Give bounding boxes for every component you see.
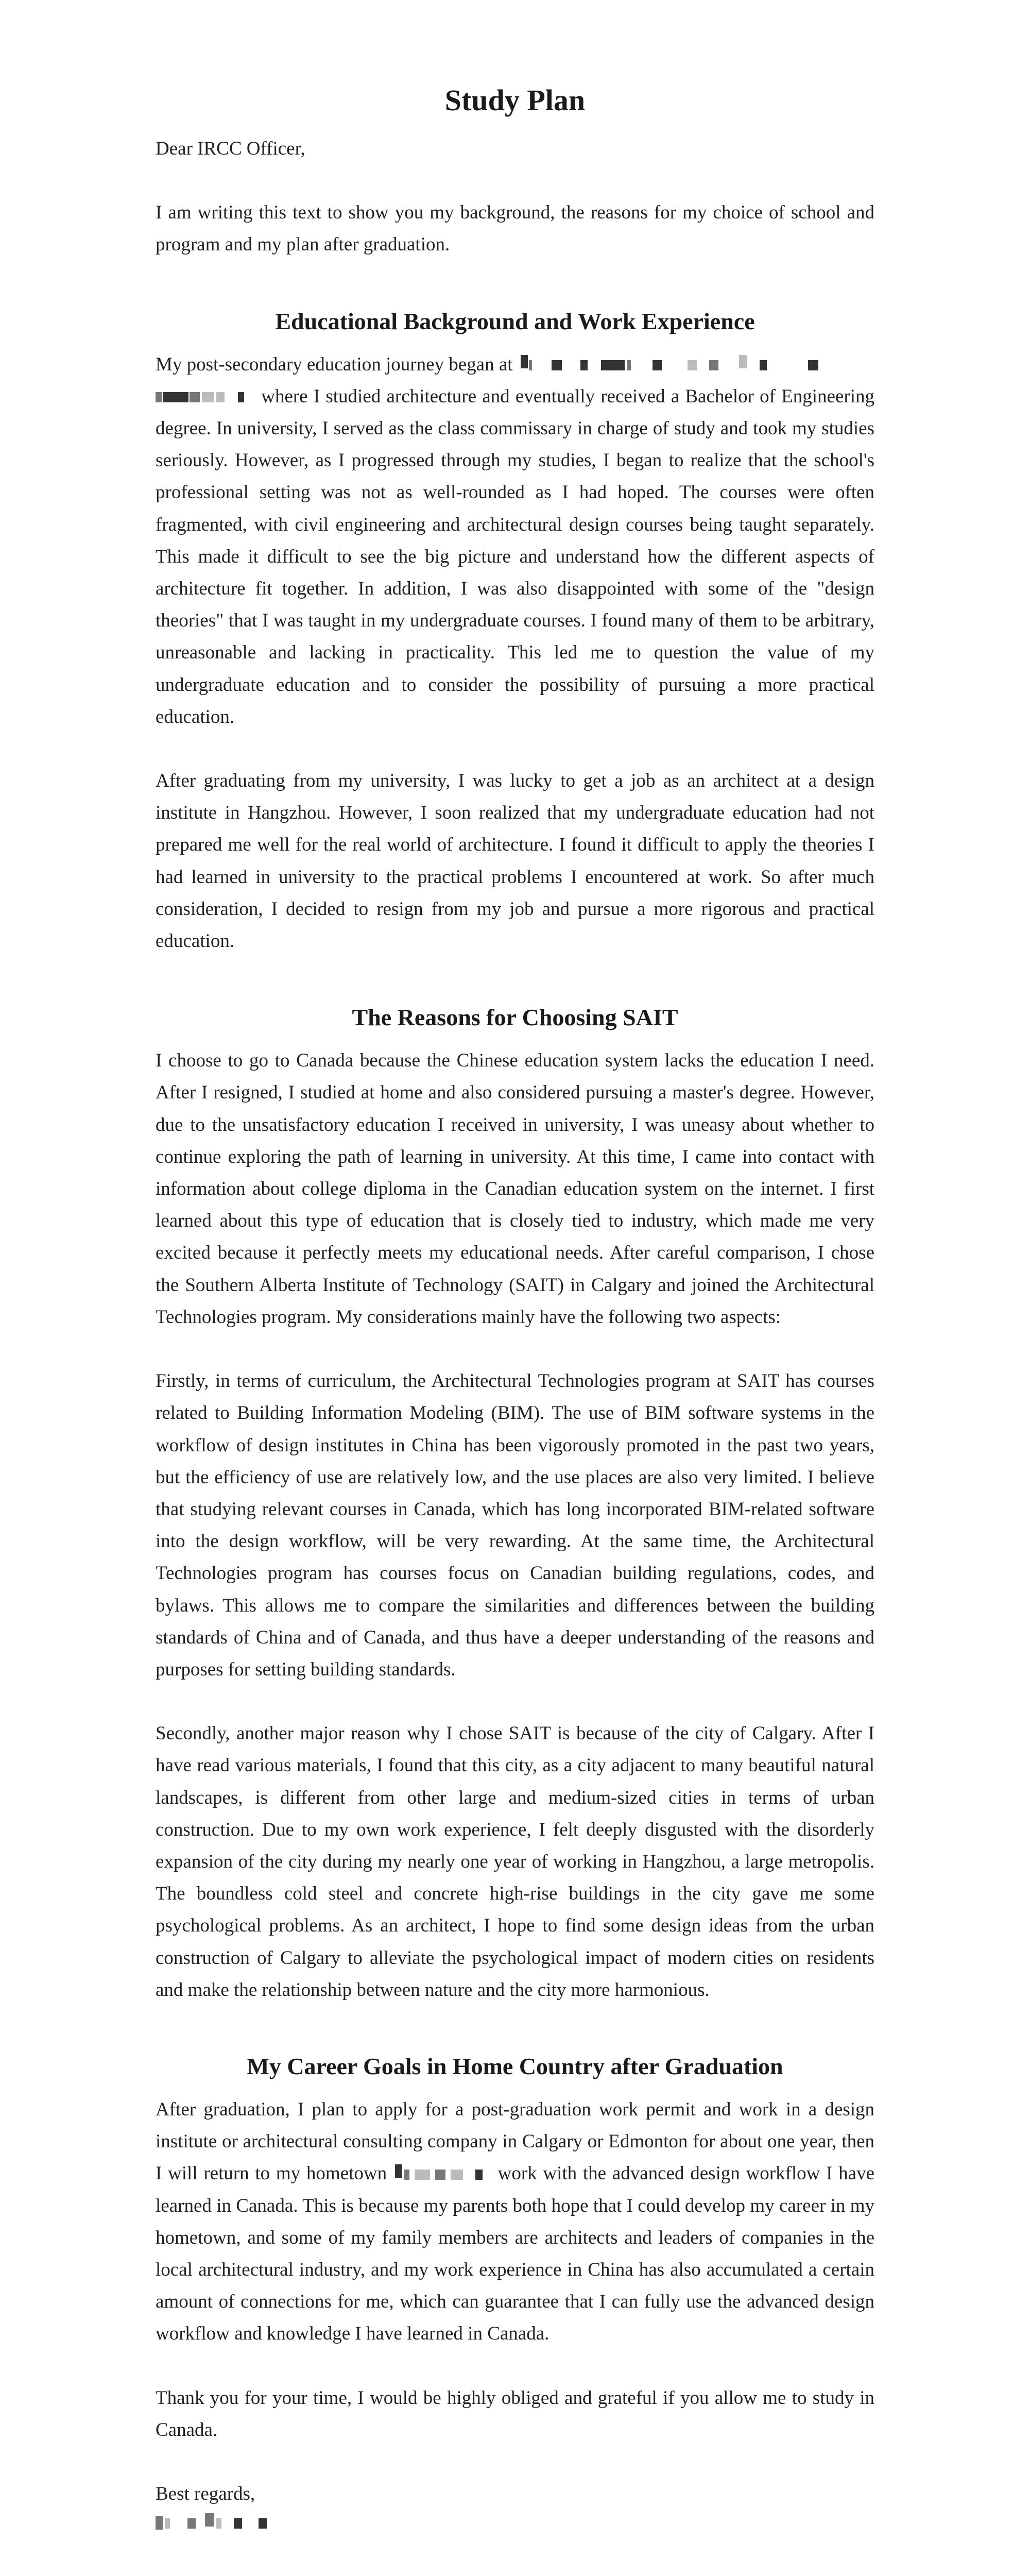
career-heading: My Career Goals in Home Country after Graduation xyxy=(247,2053,783,2079)
education-paragraph-2: After graduating from my university, I was lucky to get a job as an architect at a design institute in Hangzhou. However, I soon realized that my undergraduate education had not prepared me well for the real world of architecture. I found it difficult to apply the theories I had learned in university to the practical problems I encountered at work. So after much consideration, I decided to resign from my job and pursue a more rigorous and practical education. xyxy=(156,770,874,952)
reasons-paragraph-2: Firstly, in terms of curriculum, the Architectural Technologies program at SAIT has courses related to Building Information Modeling (BIM). The use of BIM software systems in the workflow of design institutes in China has been vigorously promoted in the past two years, but the efficiency of use are relatively low, and the use places are also very limited. I believe that studying relevant courses in Canada, which has long incorporated BIM-related software into the design workflow, will be very rewarding. At the same time, the Architectural Technologies program has courses focus on Canadian building regulations, codes, and bylaws. This allows me to compare the similarities and differences between the building standards of China and of Canada, and thus have a deeper understanding of the reasons and purposes for setting building standards. xyxy=(156,1370,874,1680)
signoff: Best regards, xyxy=(156,2483,255,2504)
intro-paragraph: I am writing this text to show you my background, the reasons for my choice of school and program and my plan after graduation. xyxy=(156,202,874,256)
education-heading: Educational Background and Work Experience xyxy=(275,308,755,334)
reasons-paragraph-3: Secondly, another major reason why I chose SAIT is because of the city of Calgary. After I have read various materials, I found that this city, as a city adjacent to many beautiful natural landscapes, is different from other large and medium-sized cities in terms of urban construction. Due to my own work experience, I felt deeply disgusted with the disorderly expansion of the city during my nearly one year of working in Hangzhou, a large metropolis. The boundless cold steel and concrete high-rise buildings in the city gave me some psychological problems. As an architect, I hope to find some design ideas from the urban construction of Calgary to alleviate the psychological impact of modern cities on residents and make the relationship between nature and the city more harmonious. xyxy=(156,1723,874,2001)
redacted-university-name-line2 xyxy=(156,390,255,405)
career-p1-before: After graduation, I plan to apply for a post-graduation work permit and work in a design institute or architectural consulting company in Calgary or Edmonton for about one year, then I will return to my hometown xyxy=(156,2098,874,2184)
redacted-university-name xyxy=(518,358,822,374)
salutation: Dear IRCC Officer, xyxy=(156,138,305,159)
education-p1-after: where I studied architecture and eventually received a Bachelor of Engineering degree. In university, I served as the class commissary in charge of study and took my studies seriously. However, as I progressed through my studies, I began to realize that the school's professional setting was not as well-rounded as I had hoped. The courses were often fragmented, with civil engineering and architectural design courses being taught separately. This made it difficult to see the big picture and understand how the different aspects of architecture fit together. In addition, I was also disappointed with some of the "design theories" that I was taught in my undergraduate courses. I found many of them to be arbitrary, unreasonable and lacking in practicality. This led me to question the value of my undergraduate education and to consider the possibility of pursuing a more practical education. xyxy=(156,385,874,727)
education-paragraph-1 xyxy=(156,349,874,733)
document-title: Study Plan xyxy=(444,83,586,117)
education-p1-before: My post-secondary education journey began at xyxy=(156,353,513,375)
document-page xyxy=(156,82,874,2535)
career-paragraph-1 xyxy=(156,2094,874,2350)
redacted-signature xyxy=(156,2514,279,2535)
reasons-paragraph-1: I choose to go to Canada because the Chinese education system lacks the education I need. After I resigned, I studied at home and also considered pursuing a master's degree. However, due to the unsatisfactory education I received in university, I was uneasy about whether to continue exploring the path of learning in university. At this time, I came into contact with information about college diploma in the Canadian education system on the internet. I first learned about this type of education that is closely tied to industry, which made me very excited because it perfectly meets my educational needs. After careful comparison, I chose the Southern Alberta Institute of Technology (SAIT) in Calgary and joined the Architectural Technologies program. My considerations mainly have the following two aspects: xyxy=(156,1050,874,1328)
redacted-hometown xyxy=(393,2167,492,2183)
career-p1-after: work with the advanced design workflow I have learned in Canada. This is because my parents both hope that I could develop my career in my hometown, and some of my family members are architects and leaders of companies in the local architectural industry, and my work experience in China has also accumulated a certain amount of connections for me, which can guarantee that I can fully use the advanced design workflow and knowledge I have learned in Canada. xyxy=(156,2163,875,2345)
closing-paragraph: Thank you for your time, I would be highly obliged and grateful if you allow me to study in Canada. xyxy=(156,2387,874,2441)
reasons-heading: The Reasons for Choosing SAIT xyxy=(352,1004,678,1031)
